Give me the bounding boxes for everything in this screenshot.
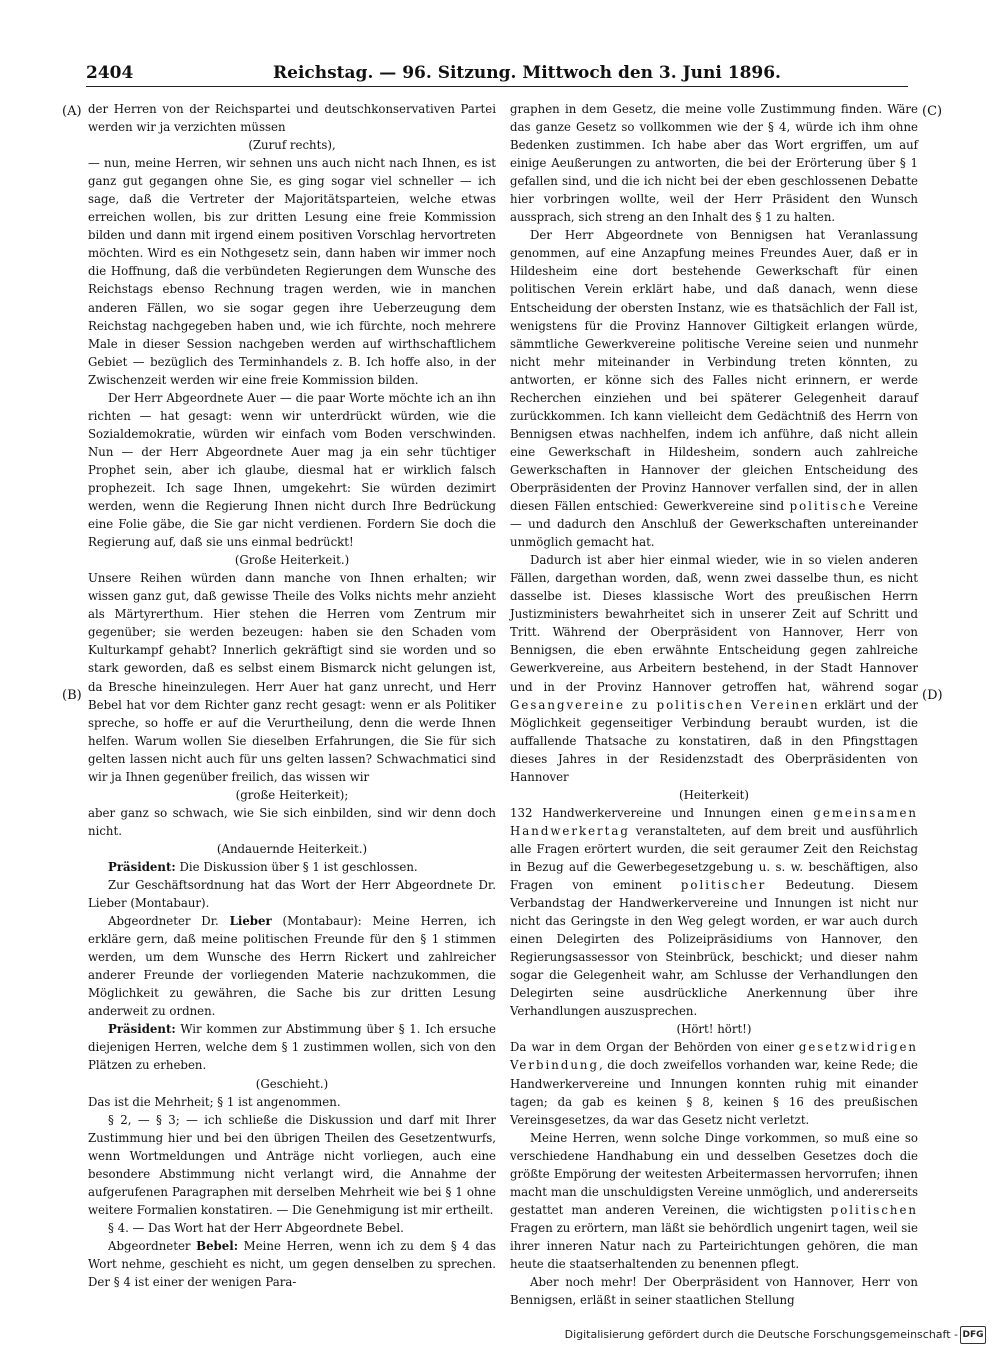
emphasis: politischen (830, 1202, 918, 1217)
emphasis: Gesangvereine zu politischen Vereinen (510, 697, 820, 712)
page-number: 2404 (86, 63, 134, 83)
speech-text: veranstalteten, auf dem breit und ausführlich alle Fragen erörtert wurden, die seit geraumer Zeit den Reichstag in Bezug auf die Gewerbegesetzgebung u. s. w. beschäftigen, also Fragen von eminent (510, 823, 918, 893)
paragraph (88, 1237, 496, 1291)
speech-text: Meine Herren, wenn solche Dinge vorkommen, so muß eine so verschiedene Handhabung ein und desselben Gesetzes doch die größte Empörung der weitesten Arbeitermassen hervorrufen; ihnen macht man die unschuldigsten Vereine unmöglich, und andererseits gestattet man anderen Vereinen, die wichtigsten (510, 1130, 918, 1217)
speech-text: Meine Herren, wenn ich zu dem § 4 das Wort nehme, geschieht es nicht, um gegen denselben zu sprechen. Der § 4 ist einer der wenigen Para- (88, 1238, 496, 1290)
margin-label-d: (D) (922, 688, 943, 703)
paragraph: Unsere Reihen würden dann manche von Ihnen erhalten; wir wissen ganz gut, daß gewisse Theile des Volks nichts mehr anzieht als Märtyrerthum. Hier stehen die Herren vom Zentrum mir gegenüber; sie werden bezeugen: haben sie den Schaden vom Kulturkampf gehabt? Innerlich gekräftigt sind sie worden und so stark geworden, daß es selbst einem Bismarck nicht gelungen ist, da Bresche hineinzulegen. Herr Auer hat ganz unrecht, und Herr Bebel hat vor dem Richter ganz recht gesagt: wenn er als Politiker spreche, so hoffe er auf die Verurtheilung, denn die werde Ihnen helfen. Warum wollen Sie dieselben Erfahrungen, die Sie für sich gelten lassen nicht auch für uns gelten lassen? Schwachmatici sind wir ja Ihnen gegenüber freilich, das wissen wir (88, 571, 496, 784)
speaker-name: Lieber (229, 914, 272, 929)
paragraph (510, 551, 918, 786)
interjection: (Geschieht.) (255, 1076, 329, 1091)
paragraph (88, 858, 496, 876)
footer (564, 1323, 986, 1347)
page-header (86, 62, 908, 87)
paragraph: der Herren von der Reichspartei und deutschkonservativen Partei werden wir ja verzichten müssen (88, 102, 496, 135)
speech-text: Dadurch ist aber hier einmal wieder, wie in so vielen anderen Fällen, dargethan worden, daß, wenn zwei dasselbe thun, es nicht dasselbe ist. Dieses klassische Wort des preußischen Herrn Justizministers bewahrheitet sich in unserer Zeit auf Schritt und Tritt. Während der Oberpräsident von Hannover, Herr von Bennigsen, die eben erwähnte Entscheidung gegen zahlreiche Gewerkvereine, aus Arbeitern bestehend, in der Stadt Hannover und in der Provinz Hannover getroffen hat, während sogar (510, 553, 918, 694)
paragraph (88, 1020, 496, 1074)
margin-label-c: (C) (922, 104, 943, 119)
running-head: Reichstag. — 96. Sitzung. Mittwoch den 3. Juni 1896. (273, 63, 781, 83)
speech-text: Wir kommen zur Abstimmung über § 1. Ich ersuche diejenigen Herren, welche dem § 1 zustimmen wollen, sich von den Plätzen zu erheben. (88, 1022, 496, 1073)
funding-credit: Digitalisierung gefördert durch die Deutsche Forschungsgemeinschaft - (564, 1328, 958, 1341)
emphasis: gemeinsamen Handwerkertag (510, 805, 918, 838)
paragraph: Der Herr Abgeordnete Auer — die paar Worte möchte ich an ihn richten — hat gesagt: wenn wir unterdrückt würden, wie die Sozialdemokratie, würden wir einfach vom Boden verschwinden. Nun — der Herr Abgeordnete Auer mag ja ein sehr tüchtiger Prophet sein, aber ich glaube, diesmal hat er wirklich falsch prophezeit. Ich sage Ihnen, umgekehrt: Sie würden dezimirt werden, wenn die Regierung Ihnen nicht durch Ihre Bedrückung eine Folie gäbe, die Sie gar nicht verdienen. Fordern Sie doch die Regierung auf, daß sie uns einmal bedrückt! (88, 390, 496, 550)
interjection: (Heiterkeit) (679, 787, 749, 802)
paragraph: Aber noch mehr! Der Oberpräsident von Hannover, Herr von Bennigsen, erläßt in seiner staatlichen Stellung (510, 1275, 918, 1308)
speech-text: 132 Handwerkervereine und Innungen einen (510, 805, 814, 820)
paragraph: § 2, — § 3; — ich schließe die Diskussion und darf mit Ihrer Zustimmung hier und bei den übrigen Theilen des Gesetzentwurfs, wenn Wortmeldungen und Anträge nicht vorliegen, auch eine besondere Abstimmung nicht verlangt wird, die Annahme der aufgerufenen Paragraphen mit derselben Mehrheit wie bei § 1 ohne weitere Formalien konstatiren. — Die Genehmigung ist mir ertheilt. (88, 1112, 496, 1217)
paragraph (510, 1038, 918, 1128)
paragraph: § 4. — Das Wort hat der Herr Abgeordnete Bebel. (108, 1220, 404, 1235)
speaker-name: Präsident: (108, 859, 176, 874)
paragraph: graphen in dem Gesetz, die meine volle Zustimmung finden. Wäre das ganze Gesetz so vollkommen wie der § 4, würde ich ihm ohne Bedenken zustimmen. Ich habe aber das Wort ergriffen, um auf einige Aeußerungen zu antworten, die bei der Erörterung über § 1 gefallen sind, und die ich nicht bei der eben geschlossenen Debatte hier vorbringen wollte, weil der Herr Präsident den Wunsch aussprach, sich streng an den Inhalt des § 1 zu halten. (510, 102, 918, 225)
speech-text: Fragen zu erörtern, man läßt sie behördlich ungenirt tagen, weil sie ihrer inneren Natur nach zu Parteirichtungen gehören, die man heute die staatserhaltenden zu benennen pflegt. (510, 1220, 918, 1271)
right-column (510, 100, 918, 1309)
speech-text: erklärt und der Möglichkeit gegenseitiger Verbindung beraubt wurden, ist die auffallende Thatsache zu konstatiren, daß in den Pfingsttagen dieses Jahres in der Residenzstadt des Oberpräsidenten von Hannover (510, 697, 918, 784)
speech-text: Vereine — und dadurch den Anschluß der Gewerkschaften untereinander unmöglich gemacht hat. (510, 499, 918, 550)
margin-label-b: (B) (62, 688, 82, 703)
paragraph (510, 1129, 918, 1273)
speech-text: Da war in dem Organ der Behörden von einer (510, 1040, 799, 1055)
dfg-logo: DFG (960, 1326, 986, 1344)
speech-text: Die Diskussion über § 1 ist geschlossen. (175, 859, 418, 874)
speech-text: (Montabaur): Meine Herren, ich erkläre gern, daß meine politischen Freunde für den § 1 stimmen werden, um dem Wunsche des Herrn Rickert und zahlreicher anderer Freunde der vorliegenden Materie nachzukommen, die Möglichkeit zu gewähren, die Sache bis zur dritten Lesung anderweit zu ordnen. (88, 914, 496, 1019)
paragraph (88, 912, 496, 1020)
interjection: (Andauernde Heiterkeit.) (216, 841, 368, 856)
interjection: (Große Heiterkeit.) (234, 553, 350, 568)
emphasis: politischer (680, 878, 767, 893)
speaker-title: Abgeordneter Dr. (108, 914, 230, 929)
interjection: (Zuruf rechts), (248, 138, 336, 153)
speech-text: Bedeutung. Diesem Verbandstag der Handwerkervereine und Innungen ist nicht nur nicht das Geringste in den Weg gelegt worden, er war auch durch einen Delegirten des Polizeipräsidiums von Hannover, den Regierungsassessor von Steinbrück, beschickt; und dieser nahm sogar die Gelegenheit wahr, am Schlusse der Verhandlungen den Delegirten seine ausdrückliche Anerkennung über ihre Verhandlungen auszusprechen. (510, 878, 918, 1019)
paragraph: Zur Geschäftsordnung hat das Wort der Herr Abgeordnete Dr. Lieber (Montabaur). (88, 878, 496, 911)
speaker-title: Abgeordneter (108, 1238, 197, 1253)
emphasis: politische (789, 499, 868, 514)
speech-text: , die doch zweifellos vorhanden war, keine Rede; die Handwerkervereine und Innungen konnten ruhig mit einander tagen; da gab es keinen § 8, keinen § 16 des preußischen Vereinsgesetzes, da war das Gesetz nicht verletzt. (510, 1058, 918, 1127)
paragraph: Das ist die Mehrheit; § 1 ist angenommen. (88, 1094, 341, 1109)
paragraph: — nun, meine Herren, wir sehnen uns auch nicht nach Ihnen, es ist ganz gut gegangen ohne Sie, es ging sogar viel schneller — ich sage, daß die Vertreter der Majoritätsparteien, welche etwas erreichen wollen, bis zur dritten Lesung eine freie Kommission bilden und dann mit irgend einem positiven Vorschlag hervortreten möchten. Wird es ein Nothgesetz sein, dann haben wir immer noch die Hoffnung, daß die verbündeten Regierungen dem Wunsche des Reichstags ebenso Rechnung tragen werden, wie in manchen anderen Fällen, wo sie sogar gegen ihre Ueberzeugung dem Reichstag nachgegeben haben und, wie ich fürchte, noch mehrere Male in dieser Session nachgeben werden auf wirthschaftlichem Gebiet — bezüglich des Terminhandels z. B. Ich hoffe also, in der Zwischenzeit werden wir eine freie Kommission bilden. (88, 156, 496, 387)
emphasis: gesetzwidrigen Verbindung (510, 1040, 918, 1073)
interjection: (Hört! hört!) (676, 1022, 752, 1037)
speaker-name: Bebel: (196, 1238, 239, 1253)
speaker-name: Präsident: (108, 1022, 176, 1037)
paragraph: aber ganz so schwach, wie Sie sich einbilden, sind wir denn doch nicht. (88, 805, 496, 838)
paragraph (510, 226, 918, 551)
left-column (88, 100, 496, 1291)
margin-label-a: (A) (62, 104, 82, 119)
paragraph (510, 804, 918, 1021)
interjection: (große Heiterkeit); (235, 787, 349, 802)
speech-text: Der Herr Abgeordnete von Bennigsen hat Veranlassung genommen, auf eine Anzapfung meines Freundes Auer, daß er in Hildesheim eine dort bestehende Gewerkschaft für einen politischen Verein erklärt habe, und daß danach, wenn diese Entscheidung der obersten Instanz, wie es thatsächlich der Fall ist, wenigstens für die Provinz Hannover Giltigkeit erlangen würde, sämmtliche Gewerkvereine politische Vereine seien und nunmehr nicht mehr miteinander in Verbindung treten könnten, zu antworten, er könne sich des Falles nicht erinnern, er werde Recherchen einziehen und bei späterer Gelegenheit darauf zurückkommen. Ich kann vielleicht dem Gedächtniß des Herrn von Bennigsen etwas nachhelfen, indem ich anführe, daß nicht allein eine Gewerkschaft in Hildesheim, sondern auch zahlreiche Gewerkschaften in Hannover der gleichen Entscheidung des Oberpräsidenten der Provinz Hannover verfallen sind, der in allen diesen Fällen entschied: Gewerkvereine sind (510, 228, 918, 514)
